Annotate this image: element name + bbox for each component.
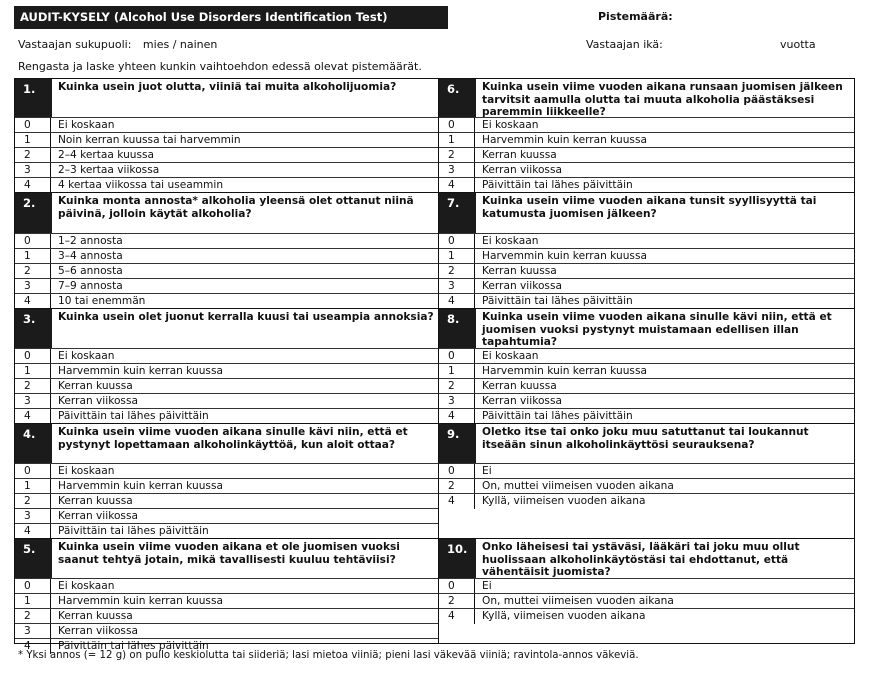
answer-option[interactable] [15, 293, 438, 309]
option-score: 2 [448, 265, 455, 277]
score-divider [474, 609, 475, 624]
score-divider [50, 579, 51, 594]
question-2-header [15, 192, 438, 234]
score-divider [474, 594, 475, 609]
answer-option[interactable] [15, 478, 438, 494]
empty-row [439, 523, 854, 538]
option-score: 4 [448, 610, 455, 622]
option-text: Ei koskaan [58, 350, 115, 362]
question-7-header [439, 192, 854, 234]
option-text: Harvemmin kuin kerran kuussa [58, 365, 223, 377]
option-score: 4 [448, 410, 455, 422]
option-score: 0 [24, 465, 31, 477]
answer-option[interactable] [15, 363, 438, 379]
score-divider [50, 624, 51, 639]
question-8-header [439, 308, 854, 349]
option-text: Päivittäin tai lähes päivittäin [58, 410, 209, 422]
question-text: Kuinka monta annosta* alkoholia yleensä olet ottanut niinä päivinä, jolloin käytät alkoholia? [58, 195, 414, 220]
option-text: 4 kertaa viikossa tai useammin [58, 179, 224, 191]
option-score: 3 [24, 280, 31, 292]
option-score: 4 [448, 179, 455, 191]
question-number: 2. [15, 193, 52, 234]
option-score: 2 [448, 480, 455, 492]
answer-option[interactable] [439, 463, 854, 479]
answer-option[interactable] [15, 393, 438, 409]
option-text: Kerran kuussa [482, 149, 557, 161]
score-divider [50, 178, 51, 193]
score-divider [50, 264, 51, 279]
score-divider [474, 133, 475, 148]
score-divider [50, 364, 51, 379]
score-divider [50, 479, 51, 494]
option-text: 1–2 annosta [58, 235, 123, 247]
option-text: Ei koskaan [58, 465, 115, 477]
score-divider [474, 349, 475, 364]
answer-option[interactable] [15, 233, 438, 249]
answer-option[interactable] [15, 147, 438, 163]
option-score: 2 [448, 380, 455, 392]
answer-option[interactable] [15, 623, 438, 639]
answer-option[interactable] [439, 263, 854, 279]
question-number: 6. [439, 79, 476, 117]
option-text: Kerran viikossa [58, 395, 138, 407]
score-divider [50, 118, 51, 133]
option-score: 0 [24, 580, 31, 592]
option-text: 2–3 kertaa viikossa [58, 164, 160, 176]
question-6-header [439, 79, 854, 117]
option-text: 5–6 annosta [58, 265, 123, 277]
answer-option[interactable] [15, 578, 438, 594]
score-divider [474, 579, 475, 594]
question-text: Kuinka usein viime vuoden aikana runsaan juomisen jälkeen tarvitsit aamulla olutta tai muuta alkoholia päästäksesi paremmin liikkeelle? [482, 81, 843, 118]
option-text: Ei [482, 465, 492, 477]
option-score: 2 [24, 610, 31, 622]
question-number: 9. [439, 424, 476, 464]
score-divider [474, 234, 475, 249]
option-text: Kyllä, viimeisen vuoden aikana [482, 495, 646, 507]
total-score-label: Pistemäärä: [598, 10, 673, 23]
question-4-header [15, 423, 438, 464]
option-score: 3 [24, 510, 31, 522]
option-text: Päivittäin tai lähes päivittäin [482, 179, 633, 191]
score-divider [474, 264, 475, 279]
score-divider [50, 148, 51, 163]
option-text: Päivittäin tai lähes päivittäin [58, 525, 209, 537]
option-score: 1 [24, 595, 31, 607]
option-text: 2–4 kertaa kuussa [58, 149, 155, 161]
age-label: Vastaajan ikä: [586, 38, 663, 51]
question-text: Onko läheisesi tai ystäväsi, lääkäri tai joku muu ollut huolissaan alkoholinkäytöstäsi tai ehdottanut, että vähentäisit juomista? [482, 541, 800, 578]
option-text: Kerran kuussa [482, 265, 557, 277]
question-text: Kuinka usein viime vuoden aikana sinulle kävi niin, että et pystynyt lopettamaan alkoholinkäyttöä, kun aloit ottaa? [58, 426, 408, 451]
option-text: Ei koskaan [482, 119, 539, 131]
score-divider [474, 294, 475, 309]
question-number: 1. [15, 79, 52, 117]
option-text: Kerran viikossa [58, 510, 138, 522]
option-text: Kerran kuussa [58, 610, 133, 622]
option-text: Ei koskaan [482, 235, 539, 247]
answer-option[interactable] [439, 593, 854, 609]
score-divider [50, 509, 51, 524]
option-score: 0 [448, 235, 455, 247]
option-text: Harvemmin kuin kerran kuussa [482, 250, 647, 262]
option-score: 2 [24, 380, 31, 392]
question-text: Kuinka usein juot olutta, viiniä tai muita alkoholijuomia? [58, 81, 397, 93]
question-text: Oletko itse tai onko joku muu satuttanut tai loukannut itseään sinun alkoholinkäyttösi seurauksena? [482, 426, 809, 451]
question-text: Kuinka usein viime vuoden aikana sinulle kävi niin, että et juomisen vuoksi pystynyt muistamaan edellisen illan tapahtumia? [482, 311, 832, 348]
score-divider [474, 279, 475, 294]
option-text: Päivittäin tai lähes päivittäin [58, 640, 209, 652]
option-text: Harvemmin kuin kerran kuussa [58, 480, 223, 492]
option-score: 3 [448, 395, 455, 407]
answer-option[interactable] [439, 132, 854, 148]
score-divider [50, 349, 51, 364]
option-score: 1 [448, 365, 455, 377]
score-divider [50, 594, 51, 609]
option-score: 4 [24, 640, 31, 652]
option-score: 4 [24, 525, 31, 537]
answer-option[interactable] [439, 248, 854, 264]
option-score: 3 [24, 164, 31, 176]
answer-option[interactable] [439, 408, 854, 424]
option-score: 2 [24, 265, 31, 277]
score-divider [50, 394, 51, 409]
score-divider [50, 379, 51, 394]
form-title: AUDIT-KYSELY (Alcohol Use Disorders Identification Test) [14, 6, 448, 29]
gender-options: mies / nainen [142, 38, 218, 51]
instructions: Rengasta ja laske yhteen kunkin vaihtoehdon edessä olevat pistemäärät. [18, 60, 422, 73]
answer-option[interactable] [439, 378, 854, 394]
answer-option[interactable] [15, 117, 438, 133]
answer-option[interactable] [439, 293, 854, 309]
option-text: 10 tai enemmän [58, 295, 146, 307]
score-divider [474, 379, 475, 394]
option-text: 7–9 annosta [58, 280, 123, 292]
answer-option[interactable] [15, 177, 438, 193]
question-text: Kuinka usein viime vuoden aikana tunsit syyllisyyttä tai katumusta juomisen jälkeen? [482, 195, 817, 220]
option-text: On, muttei viimeisen vuoden aikana [482, 595, 674, 607]
option-text: Kerran viikossa [482, 395, 562, 407]
option-text: Kerran kuussa [58, 495, 133, 507]
score-divider [50, 234, 51, 249]
answer-option[interactable] [439, 493, 854, 509]
footnote: * Yksi annos (= 12 g) on pullo keskiolutta tai siideriä; lasi mietoa viiniä; pieni lasi väkevää viiniä; ravintola-annos väkeviä. [18, 650, 639, 661]
left-column [15, 79, 439, 652]
option-text: Kerran viikossa [482, 164, 562, 176]
option-score: 3 [448, 164, 455, 176]
score-divider [474, 249, 475, 264]
score-divider [474, 409, 475, 424]
option-text: On, muttei viimeisen vuoden aikana [482, 480, 674, 492]
question-10-header [439, 538, 854, 579]
answer-option[interactable] [15, 508, 438, 524]
score-divider [50, 609, 51, 624]
answer-option[interactable] [15, 132, 438, 148]
question-5-header [15, 538, 438, 579]
score-divider [474, 118, 475, 133]
option-text: Harvemmin kuin kerran kuussa [58, 595, 223, 607]
option-score: 2 [24, 149, 31, 161]
option-text: 3–4 annosta [58, 250, 123, 262]
option-score: 2 [24, 495, 31, 507]
question-number: 3. [15, 309, 52, 349]
option-score: 0 [24, 119, 31, 131]
option-score: 0 [24, 350, 31, 362]
answer-option[interactable] [15, 263, 438, 279]
option-score: 0 [448, 119, 455, 131]
option-score: 3 [24, 395, 31, 407]
score-divider [474, 364, 475, 379]
right-column [439, 79, 854, 643]
question-number: 4. [15, 424, 52, 464]
answer-option[interactable] [439, 177, 854, 193]
answer-option[interactable] [15, 248, 438, 264]
answer-option[interactable] [439, 117, 854, 133]
option-text: Noin kerran kuussa tai harvemmin [58, 134, 241, 146]
score-divider [50, 249, 51, 264]
option-text: Kerran viikossa [58, 625, 138, 637]
answer-option[interactable] [15, 162, 438, 178]
question-number: 8. [439, 309, 476, 349]
answer-option[interactable] [439, 162, 854, 178]
age-unit: vuotta [780, 38, 816, 51]
score-divider [50, 163, 51, 178]
score-divider [50, 494, 51, 509]
answer-option[interactable] [15, 523, 438, 539]
answer-option[interactable] [439, 393, 854, 409]
answer-option[interactable] [15, 493, 438, 509]
option-text: Ei koskaan [58, 119, 115, 131]
option-score: 3 [24, 625, 31, 637]
option-score: 1 [24, 365, 31, 377]
option-score: 4 [24, 410, 31, 422]
answer-option[interactable] [15, 278, 438, 294]
option-score: 1 [448, 134, 455, 146]
question-1-header [15, 79, 438, 117]
score-divider [50, 409, 51, 424]
answer-option[interactable] [15, 408, 438, 424]
score-divider [50, 279, 51, 294]
option-text: Kerran kuussa [482, 380, 557, 392]
answer-option[interactable] [439, 278, 854, 294]
option-score: 0 [448, 580, 455, 592]
option-score: 1 [24, 134, 31, 146]
answer-option[interactable] [15, 608, 438, 624]
answer-option[interactable] [439, 608, 854, 624]
question-grid [14, 78, 855, 652]
answer-option[interactable] [15, 348, 438, 364]
option-text: Päivittäin tai lähes päivittäin [482, 410, 633, 422]
option-score: 2 [448, 149, 455, 161]
option-score: 4 [448, 495, 455, 507]
answer-option[interactable] [439, 578, 854, 594]
score-divider [50, 133, 51, 148]
option-text: Kerran viikossa [482, 280, 562, 292]
question-9-header [439, 423, 854, 464]
option-score: 4 [24, 295, 31, 307]
score-divider [50, 464, 51, 479]
empty-row [439, 623, 854, 638]
option-score: 3 [448, 280, 455, 292]
option-score: 2 [448, 595, 455, 607]
option-text: Päivittäin tai lähes päivittäin [482, 295, 633, 307]
answer-option[interactable] [439, 147, 854, 163]
score-divider [474, 479, 475, 494]
question-text: Kuinka usein viime vuoden aikana et ole juomisen vuoksi saanut tehtyä jotain, mikä tavallisesti kuuluu tehtäviisi? [58, 541, 400, 566]
option-score: 4 [24, 179, 31, 191]
option-text: Ei koskaan [58, 580, 115, 592]
option-score: 0 [24, 235, 31, 247]
option-text: Ei koskaan [482, 350, 539, 362]
score-divider [474, 494, 475, 509]
question-3-header [15, 308, 438, 349]
answer-option[interactable] [439, 363, 854, 379]
option-text: Kyllä, viimeisen vuoden aikana [482, 610, 646, 622]
question-number: 5. [15, 539, 52, 579]
gender-label: Vastaajan sukupuoli: [18, 38, 132, 51]
answer-option[interactable] [15, 463, 438, 479]
score-divider [474, 163, 475, 178]
option-text: Kerran kuussa [58, 380, 133, 392]
option-score: 4 [448, 295, 455, 307]
answer-option[interactable] [15, 593, 438, 609]
score-divider [474, 394, 475, 409]
score-divider [474, 464, 475, 479]
question-number: 10. [439, 539, 476, 579]
answer-option[interactable] [15, 378, 438, 394]
option-text: Ei [482, 580, 492, 592]
score-divider [474, 148, 475, 163]
respondent-gender [18, 38, 217, 51]
answer-option[interactable] [439, 348, 854, 364]
score-divider [50, 524, 51, 539]
option-score: 0 [448, 465, 455, 477]
option-score: 0 [448, 350, 455, 362]
question-number: 7. [439, 193, 476, 234]
option-score: 1 [24, 250, 31, 262]
option-text: Harvemmin kuin kerran kuussa [482, 365, 647, 377]
score-divider [474, 178, 475, 193]
option-text: Harvemmin kuin kerran kuussa [482, 134, 647, 146]
option-score: 1 [24, 480, 31, 492]
answer-option[interactable] [439, 233, 854, 249]
score-divider [50, 294, 51, 309]
question-text: Kuinka usein olet juonut kerralla kuusi tai useampia annoksia? [58, 311, 434, 323]
empty-row [439, 508, 854, 523]
answer-option[interactable] [439, 478, 854, 494]
option-score: 1 [448, 250, 455, 262]
